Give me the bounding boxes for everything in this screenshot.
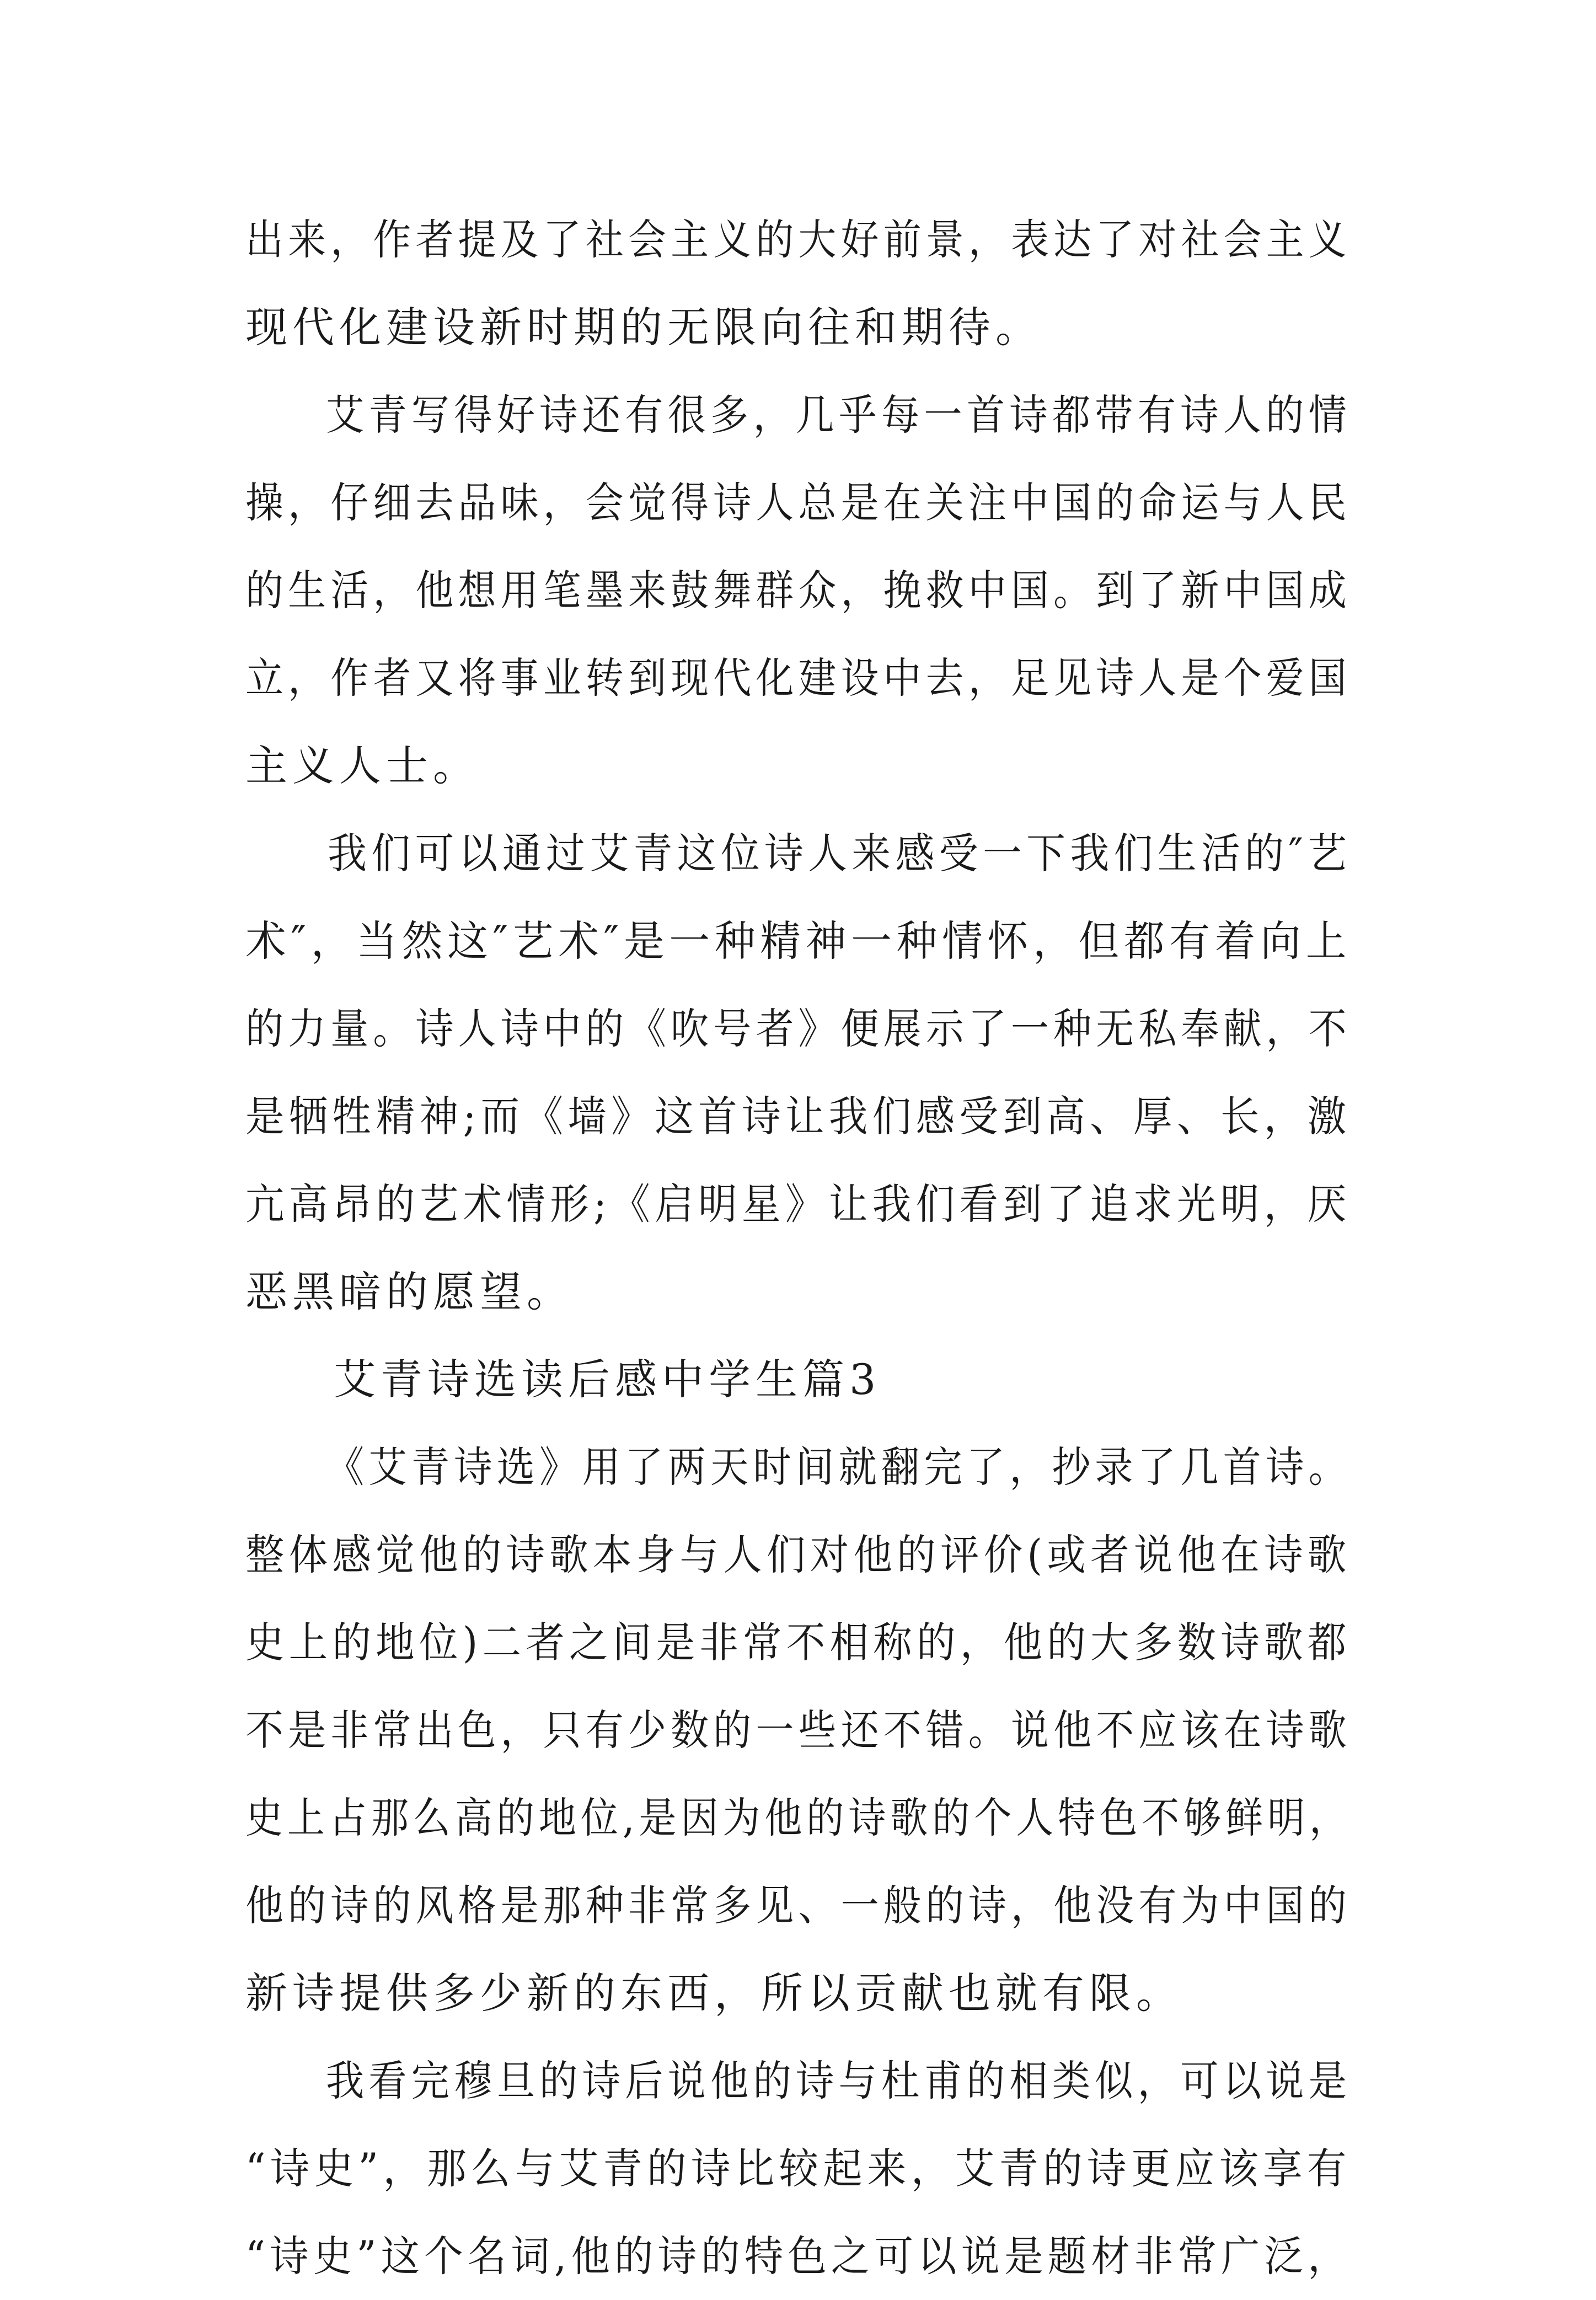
body-text — [245, 196, 1351, 2300]
text-line: 立，作者又将事业转到现代化建设中去，足见诗人是个爱国 — [245, 653, 1351, 703]
text-line: 恶黑暗的愿望。 — [245, 1267, 574, 1316]
text-line: 是牺牲精神;而《墙》这首诗让我们感受到高、厚、长，激 — [245, 1092, 1351, 1141]
text-line: 他的诗的风格是那种非常多见、一般的诗，他没有为中国的 — [245, 1881, 1351, 1930]
text-line: “诗史”这个名词,他的诗的特色之可以说是题材非常广泛， — [245, 2232, 1351, 2281]
text-line: 新诗提供多少新的东西，所以贡献也就有限。 — [245, 1969, 1183, 2018]
paragraph-first-line: 我们可以通过艾青这位诗人来感受一下我们生活的″艺 — [328, 829, 1352, 878]
text-line: 的力量。诗人诗中的《吹号者》便展示了一种无私奉献，不 — [245, 1004, 1351, 1053]
text-line: 不是非常出色，只有少数的一些还不错。说他不应该在诗歌 — [245, 1706, 1351, 1755]
text-line: 整体感觉他的诗歌本身与人们对他的评价(或者说他在诗歌 — [245, 1530, 1351, 1579]
text-line: “诗史”，那么与艾青的诗比较起来，艾青的诗更应该享有 — [245, 2144, 1351, 2193]
text-line: 史上占那么高的地位,是因为他的诗歌的个人特色不够鲜明， — [245, 1793, 1352, 1842]
text-line: 操，仔细去品味，会觉得诗人总是在关注中国的命运与人民 — [245, 478, 1351, 527]
paragraph-first-line: 《艾青诗选》用了两天时间就翻完了，抄录了几首诗。 — [325, 1443, 1352, 1492]
text-line: 术″，当然这″艺术″是一种精神一种情怀，但都有着向上 — [245, 916, 1352, 966]
text-line: 亢高昂的艺术情形;《启明星》让我们看到了追求光明，厌 — [245, 1180, 1351, 1229]
paragraph-first-line: 艾青诗选读后感中学生篇3 — [334, 1355, 881, 1404]
paragraph-first-line: 艾青写得好诗还有很多，几乎每一首诗都带有诗人的情 — [325, 390, 1352, 439]
text-line: 现代化建设新时期的无限向往和期待。 — [245, 303, 1042, 352]
text-line: 出来，作者提及了社会主义的大好前景，表达了对社会主义 — [245, 215, 1351, 264]
paragraph-first-line: 我看完穆旦的诗后说他的诗与杜甫的相类似，可以说是 — [325, 2056, 1352, 2105]
text-line: 主义人士。 — [245, 741, 480, 790]
text-line: 史上的地位)二者之间是非常不相称的，他的大多数诗歌都 — [245, 1618, 1351, 1667]
text-line: 的生活，他想用笔墨来鼓舞群众，挽救中国。到了新中国成 — [245, 566, 1351, 615]
